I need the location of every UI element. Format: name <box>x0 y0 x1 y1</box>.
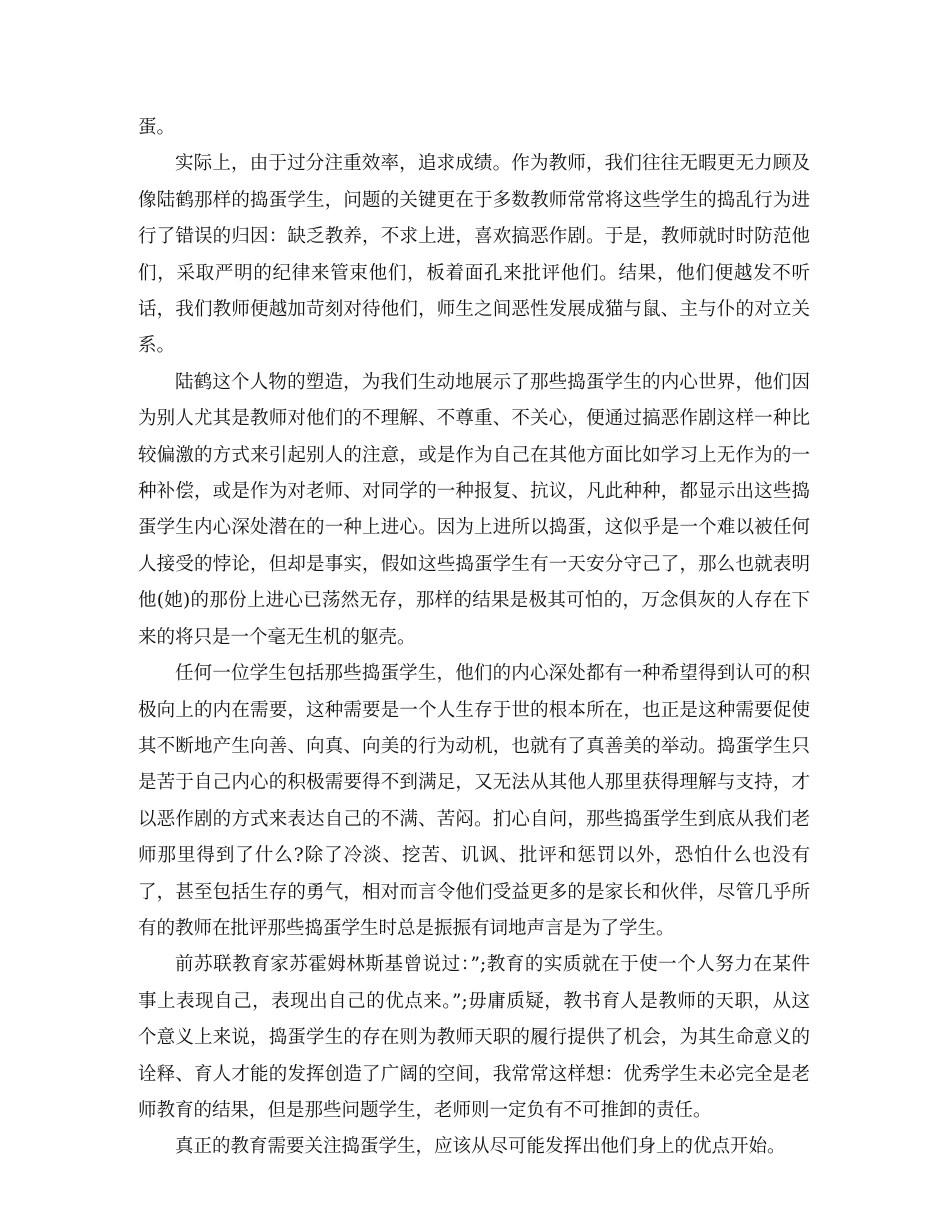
paragraph: 陆鹤这个人物的塑造，为我们生动地展示了那些捣蛋学生的内心世界，他们因为别人尤其是教师对他们的不理解、不尊重、不关心，便通过搞恶作剧这样一种比较偏激的方式来引起别人的注意，或是作为自己在其他方面比如学习上无作为的一种补偿，或是作为对老师、对同学的一种报复、抗议，凡此种种，都显示出这些捣蛋学生内心深处潜在的一种上进心。因为上进所以捣蛋，这似乎是一个难以被任何人接受的悖论，但却是事实，假如这些捣蛋学生有一天安分守己了，那么也就表明他(她)的那份上进心已荡然无存，那样的结果是极其可怕的，万念俱灰的人存在下来的将只是一个毫无生机的躯壳。 <box>138 371 810 648</box>
paragraph: 任何一位学生包括那些捣蛋学生，他们的内心深处都有一种希望得到认可的积极向上的内在需要，这种需要是一个人生存于世的根本所在，也正是这种需要促使其不断地产生向善、向真、向美的行为动机，也就有了真善美的举动。捣蛋学生只是苦于自己内心的积极需要得不到满足，又无法从其他人那里获得理解与支持，才以恶作剧的方式来表达自己的不满、苦闷。扪心自问，那些捣蛋学生到底从我们老师那里得到了什么?除了冷淡、挖苦、讥讽、批评和惩罚以外，恐怕什么也没有了，甚至包括生存的勇气，相对而言令他们受益更多的是家长和伙伴，尽管几乎所有的教师在批评那些捣蛋学生时总是振振有词地声言是为了学生。 <box>138 663 810 939</box>
paragraph: 实际上，由于过分注重效率，追求成绩。作为教师，我们往往无暇更无力顾及像陆鹤那样的捣蛋学生，问题的关键更在于多数教师常常将这些学生的捣乱行为进行了错误的归因：缺乏教养，不求上进，喜欢搞恶作剧。于是，教师就时时防范他们，采取严明的纪律来管束他们，板着面孔来批评他们。结果，他们便越发不听话，我们教师便越加苛刻对待他们，师生之间恶性发展成猫与鼠、主与仆的对立关系。 <box>138 153 810 357</box>
document-body <box>138 110 810 1166</box>
paragraph: 前苏联教育家苏霍姆林斯基曾说过：”;教育的实质就在于使一个人努力在某件事上表现自己，表现出自己的优点来。”;毋庸质疑，教书育人是教师的天职，从这个意义上来说，捣蛋学生的存在则为教师天职的履行提供了机会，为其生命意义的诠释、育人才能的发挥创造了广阔的空间，我常常这样想：优秀学生未必完全是老师教育的结果，但是那些问题学生，老师则一定负有不可推卸的责任。 <box>138 954 810 1121</box>
paragraph: 真正的教育需要关注捣蛋学生，应该从尽可能发挥出他们身上的优点开始。 <box>175 1136 786 1158</box>
paragraph-continuation: 蛋。 <box>138 117 176 138</box>
